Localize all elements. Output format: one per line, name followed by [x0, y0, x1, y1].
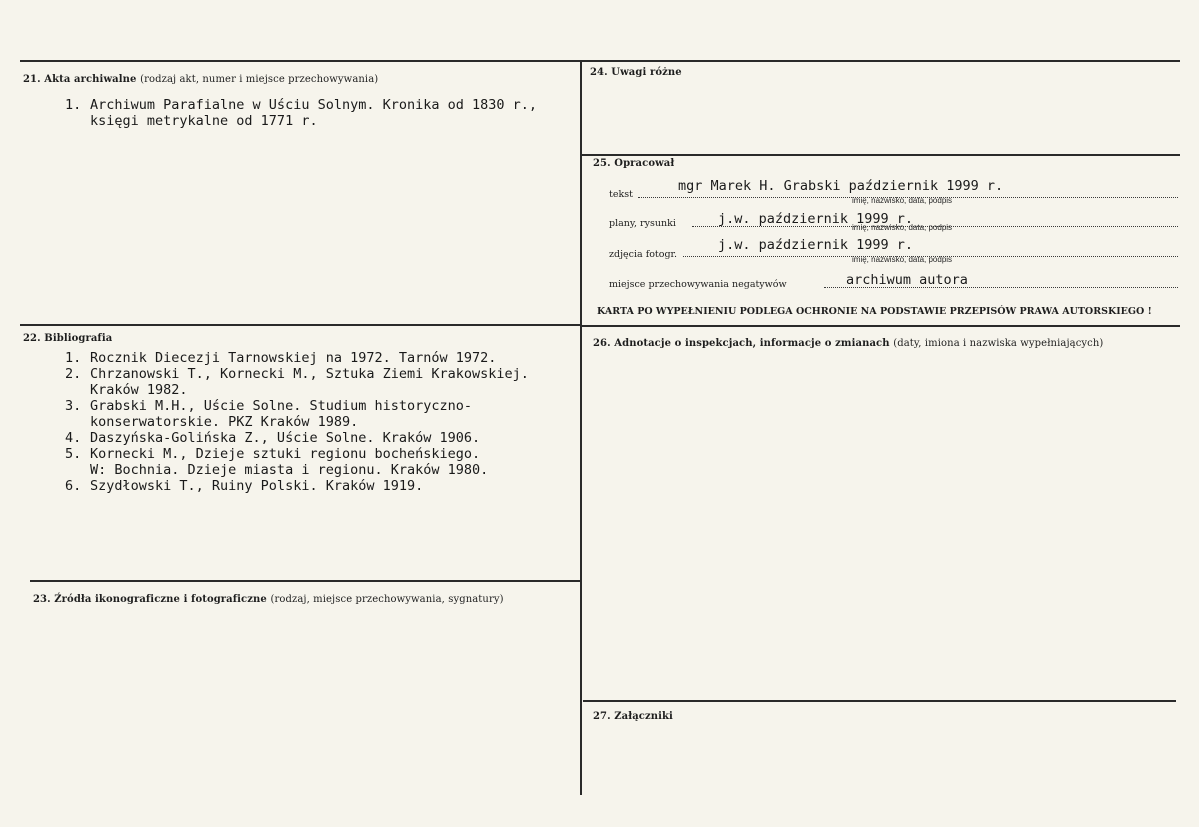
list-item-text: Szydłowski T., Ruiny Polski. Kraków 1919. — [90, 478, 424, 494]
list-item — [65, 366, 529, 398]
negatywy-value: archiwum autora — [846, 272, 968, 288]
zdjecia-hint: imię, nazwisko, data, podpis — [852, 255, 953, 264]
divider-25-26 — [580, 325, 1180, 327]
list-item-number: 5. — [65, 446, 82, 462]
list-item-number: 2. — [65, 366, 82, 382]
bibliography-list — [65, 350, 529, 494]
top-rule — [20, 60, 1180, 62]
plany-value: j.w. październik 1999 r. — [718, 211, 914, 227]
plany-hint: imię, nazwisko, data, podpis — [852, 223, 953, 232]
divider-21-22 — [20, 324, 580, 326]
center-divider — [580, 60, 582, 795]
list-item-text: Grabski M.H., Uście Solne. Studium historyczno- konserwatorskie. PKZ Kraków 1989. — [90, 398, 473, 430]
list-item-number: 6. — [65, 478, 82, 494]
section-23-heading: 23. Źródła ikonograficzne i fotograficzne — [33, 594, 267, 605]
list-item — [65, 446, 529, 478]
copyright-notice: KARTA PO WYPEŁNIENIU PODLEGA OCHRONIE NA PODSTAWIE PRZEPISÓW PRAWA AUTORSKIEGO ! — [597, 306, 1152, 317]
list-item — [65, 97, 537, 129]
section-25-title: 25. Opracował — [593, 158, 675, 169]
section-23-title — [33, 594, 504, 605]
list-item-number: 1. — [65, 350, 82, 366]
list-item — [65, 478, 529, 494]
negatywy-label: miejsce przechowywania negatywów — [609, 279, 787, 290]
list-item-number: 4. — [65, 430, 82, 446]
tekst-hint: imię, nazwisko, data, podpis — [852, 196, 953, 205]
list-item-number: 3. — [65, 398, 82, 414]
section-21-heading: 21. Akta archiwalne — [23, 74, 137, 85]
list-item — [65, 430, 529, 446]
section-26-subtitle: (daty, imiona i nazwiska wypełniających) — [893, 338, 1104, 349]
archival-records-list — [65, 97, 537, 129]
list-item-text: Rocznik Diecezji Tarnowskiej na 1972. Tarnów 1972. — [90, 350, 497, 366]
section-26-heading: 26. Adnotacje o inspekcjach, informacje o zmianach — [593, 338, 890, 349]
list-item-text: Kornecki M., Dzieje sztuki regionu bocheńskiego. W: Bochnia. Dzieje miasta i regionu. Kraków 1980. — [90, 446, 489, 478]
section-22-title: 22. Bibliografia — [23, 333, 113, 344]
section-24-title: 24. Uwagi różne — [590, 67, 682, 78]
list-item — [65, 350, 529, 366]
section-21-title — [23, 74, 378, 85]
list-item — [65, 398, 529, 430]
section-26-title — [593, 338, 1103, 349]
plany-label: plany, rysunki — [609, 218, 676, 229]
list-item-text: Daszyńska-Golińska Z., Uście Solne. Kraków 1906. — [90, 430, 481, 446]
section-27-title: 27. Załączniki — [593, 711, 673, 722]
divider-22-23 — [30, 580, 580, 582]
divider-26-27 — [583, 700, 1176, 702]
list-item-number: 1. — [65, 97, 82, 113]
zdjecia-value: j.w. październik 1999 r. — [718, 237, 914, 253]
tekst-label: tekst — [609, 189, 633, 200]
tekst-value: mgr Marek H. Grabski październik 1999 r. — [678, 178, 1004, 194]
list-item-text: Chrzanowski T., Kornecki M., Sztuka Ziemi Krakowskiej. Kraków 1982. — [90, 366, 529, 398]
section-21-subtitle: (rodzaj akt, numer i miejsce przechowywania) — [140, 74, 379, 85]
zdjecia-label: zdjęcia fotogr. — [609, 249, 678, 260]
list-item-text: Archiwum Parafialne w Uściu Solnym. Kronika od 1830 r., księgi metrykalne od 1771 r. — [90, 97, 538, 129]
section-23-subtitle: (rodzaj, miejsce przechowywania, sygnatury) — [270, 594, 504, 605]
divider-24-25 — [580, 154, 1180, 156]
